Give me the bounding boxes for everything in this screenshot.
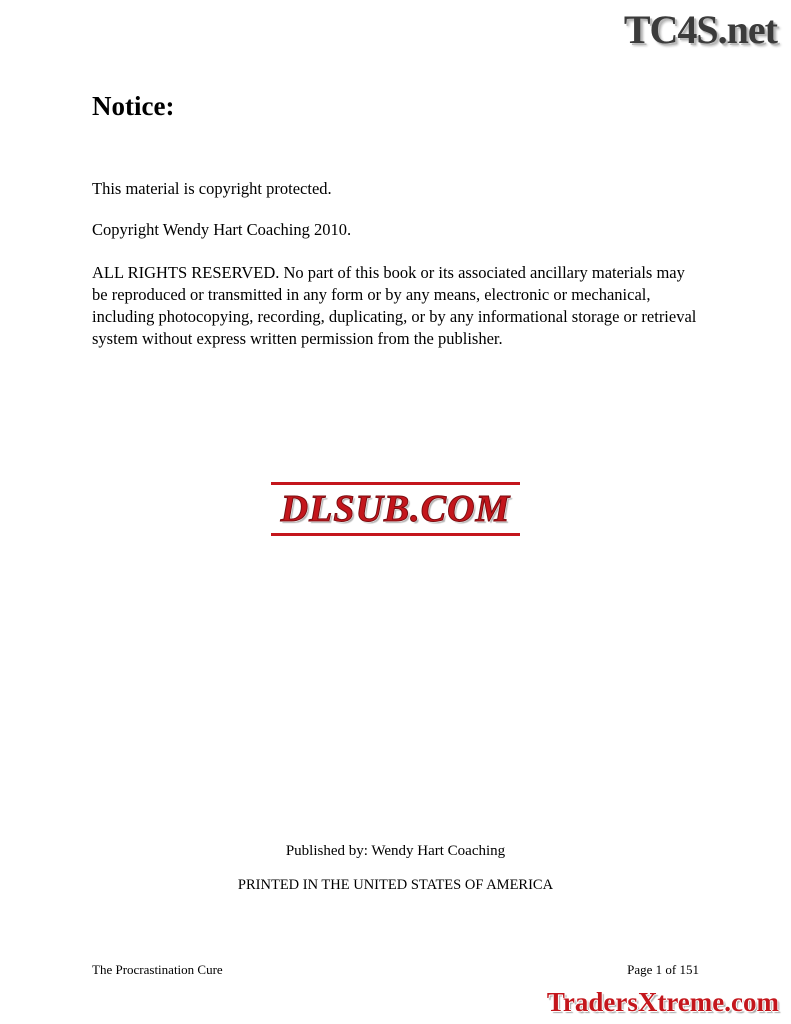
document-body [92,0,698,349]
page-footer [92,962,699,978]
center-watermark-label: DLSUB.COM [271,482,521,536]
top-right-watermark: TC4S.net [623,7,777,52]
copyright-owner-paragraph: Copyright Wendy Hart Coaching 2010. [92,220,352,240]
copyright-protected-paragraph: This material is copyright protected. [92,178,332,198]
footer-page-number: Page 1 of 151 [627,962,699,977]
footer-book-title: The Procrastination Cure [92,962,223,977]
all-rights-reserved-paragraph: ALL RIGHTS RESERVED. No part of this book or its associated ancillary materials may be reproduced or transmitted in any form or by any means, electronic or mechanical, including photocopying, recording, duplicating, or by any informational storage or retrieval system without express written permission from the publisher. [92,263,697,348]
printed-in-line: PRINTED IN THE UNITED STATES OF AMERICA [237,877,554,893]
page-title: Notice: [92,91,175,121]
bottom-right-watermark: TradersXtreme.com [546,987,779,1017]
published-by-line: Published by: Wendy Hart Coaching [285,843,506,859]
center-watermark [0,482,791,536]
